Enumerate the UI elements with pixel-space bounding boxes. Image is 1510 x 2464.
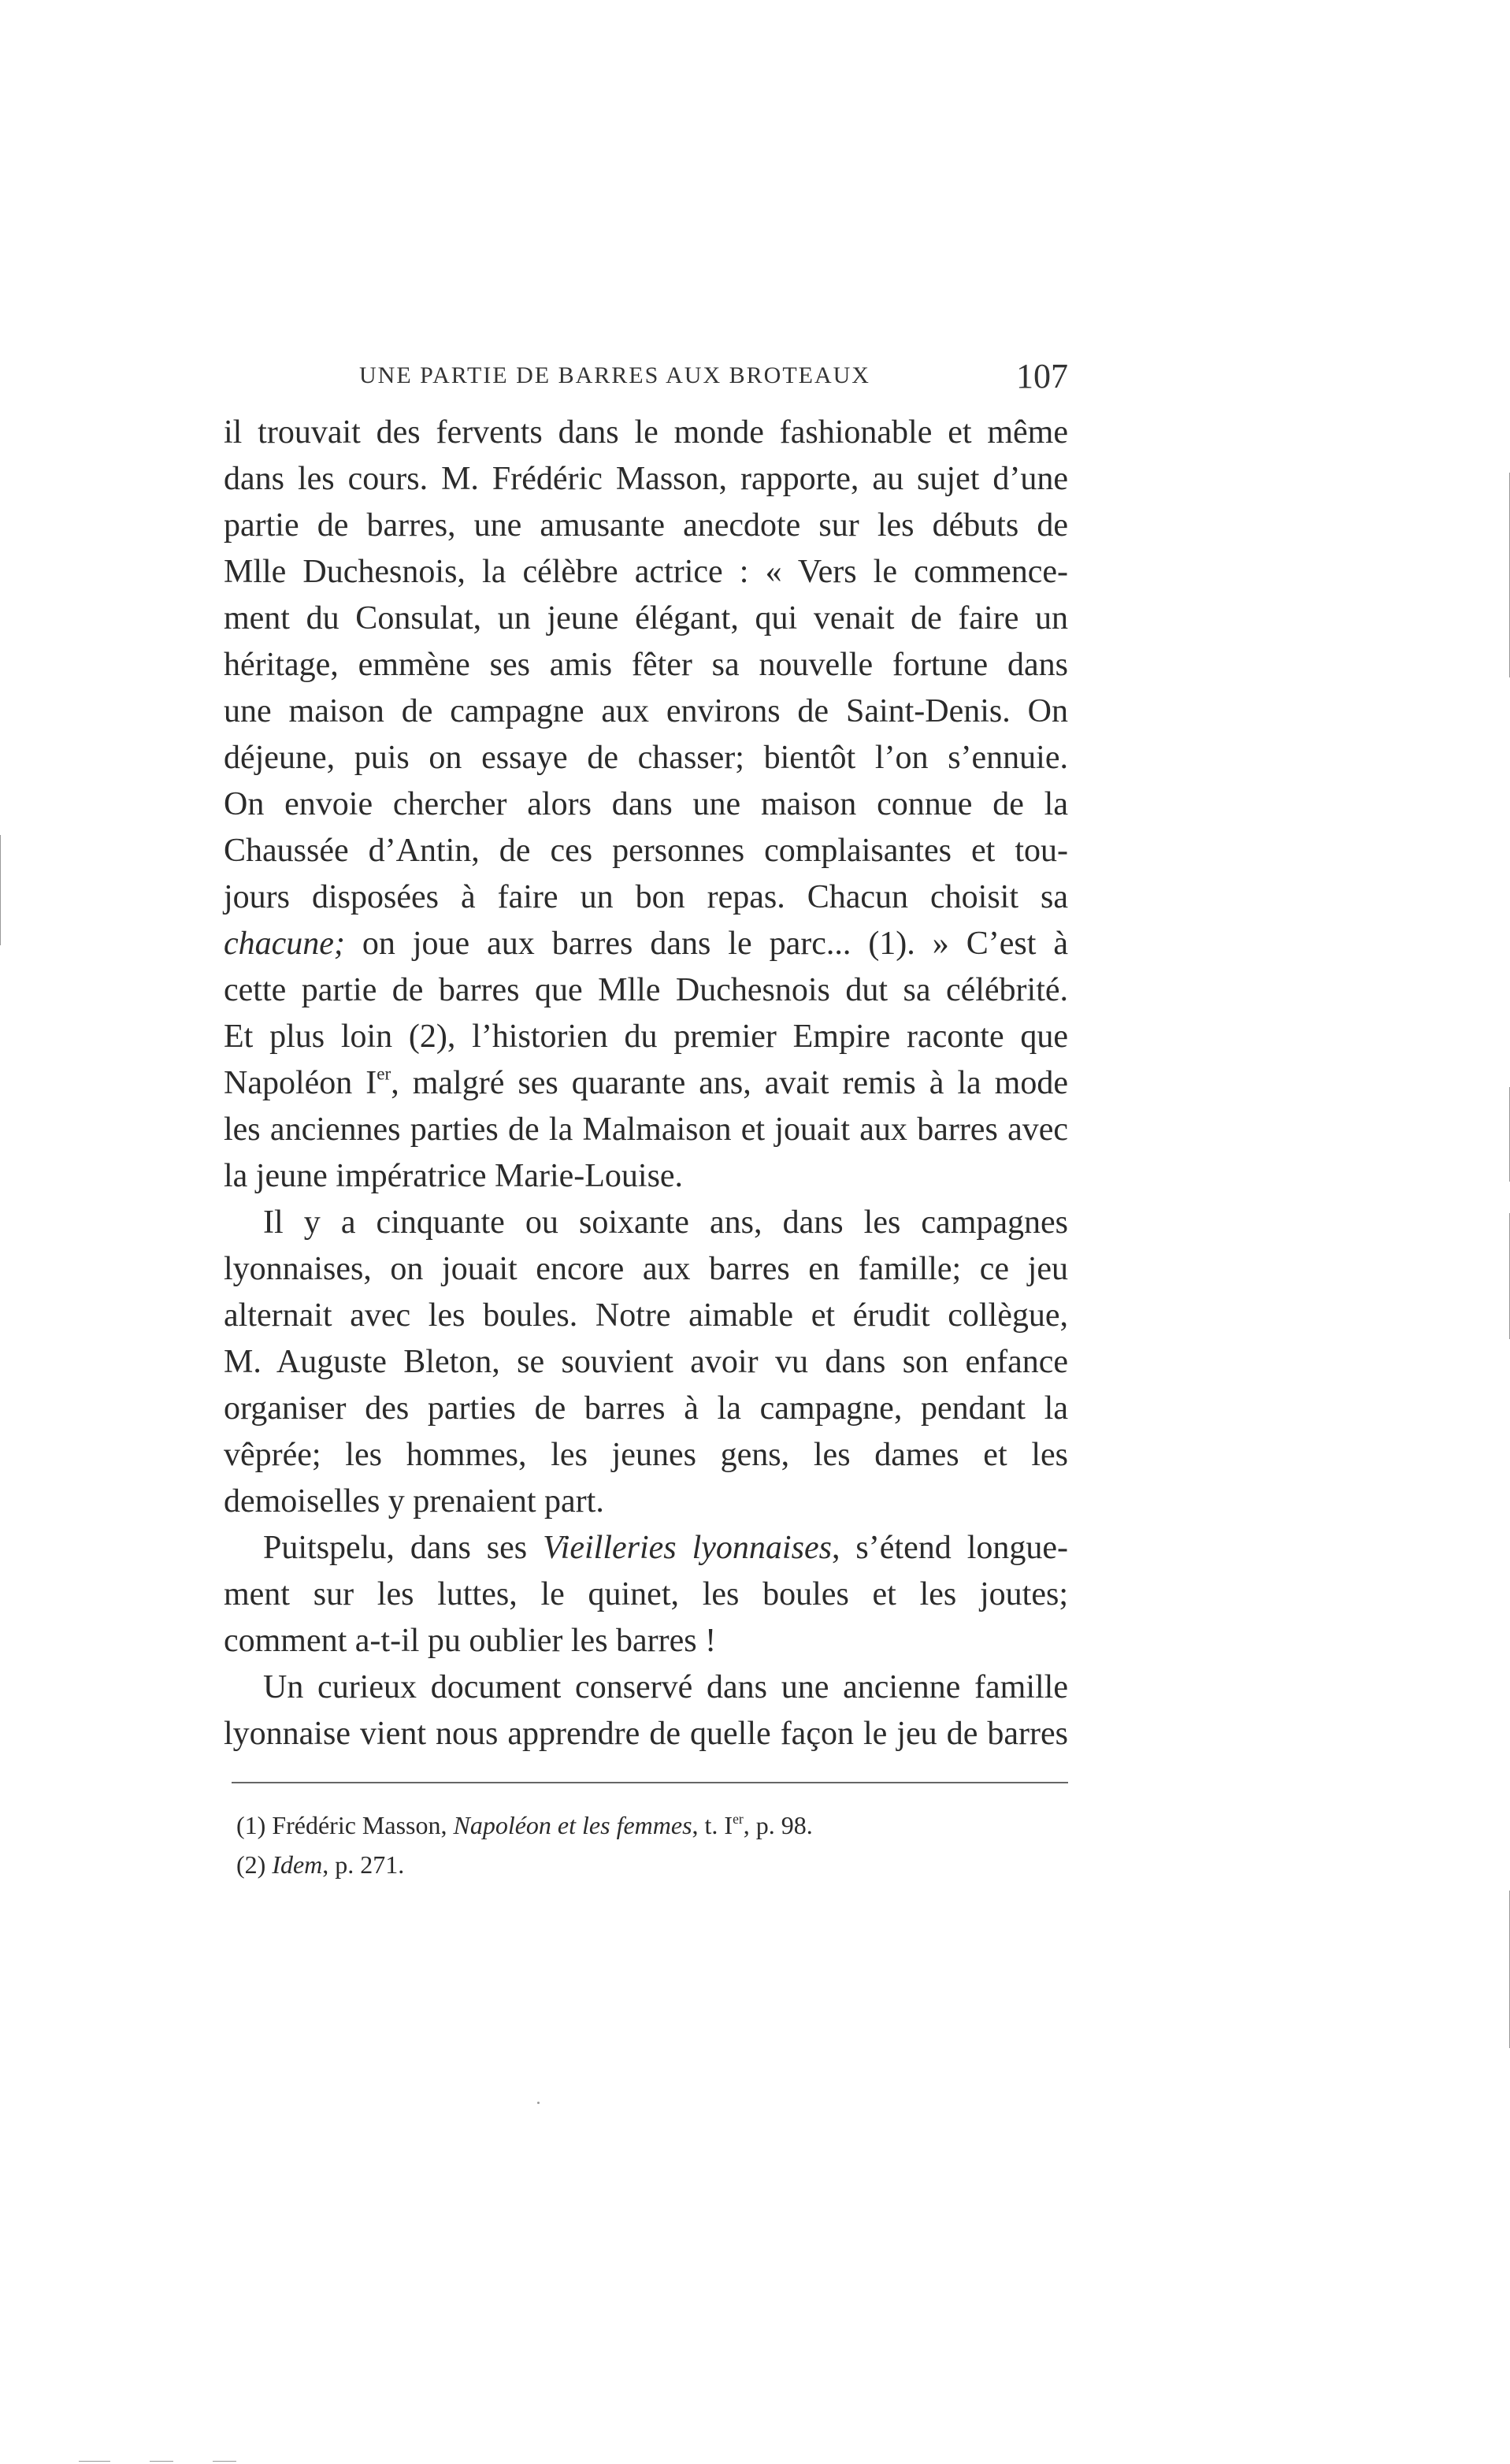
body-text bbox=[224, 410, 1068, 1757]
text-line: les anciennes parties de la Malmaison et jouait aux barres avec bbox=[224, 1111, 1068, 1148]
text-line: Mlle Duchesnois, la célèbre actrice : « Vers le commence- bbox=[224, 554, 1068, 590]
text-line: comment a-t-il pu oublier les barres ! bbox=[224, 1623, 717, 1659]
text-line: dans les cours. M. Frédéric Masson, rapporte, au sujet d’une bbox=[224, 461, 1068, 497]
text-line: chacune; on joue aux barres dans le parc... (1). » C’est à bbox=[224, 926, 1068, 962]
footnote: (1) Frédéric Masson, Napoléon et les femmes, t. Ier, p. 98. bbox=[236, 1810, 813, 1839]
text-line: ment sur les luttes, le quinet, les boules et les joutes; bbox=[224, 1576, 1068, 1612]
text-line: Un curieux document conservé dans une ancienne famille bbox=[263, 1669, 1068, 1705]
text-line: ment du Consulat, un jeune élégant, qui venait de faire un bbox=[224, 600, 1068, 636]
footnotes bbox=[236, 1805, 1068, 1884]
text-line: M. Auguste Bleton, se souvient avoir vu dans son enfance bbox=[224, 1344, 1068, 1380]
text-line: héritage, emmène ses amis fêter sa nouvelle fortune dans bbox=[224, 647, 1068, 683]
text-line: Et plus loin (2), l’historien du premier Empire raconte que bbox=[224, 1019, 1068, 1055]
text-line: partie de barres, une amusante anecdote sur les débuts de bbox=[224, 507, 1068, 544]
text-line: une maison de campagne aux environs de Saint-Denis. On bbox=[224, 693, 1068, 729]
running-title: UNE PARTIE DE BARRES AUX BROTEAUX bbox=[359, 362, 870, 388]
scan-dot bbox=[537, 2102, 540, 2104]
text-line: organiser des parties de barres à la campagne, pendant la bbox=[224, 1390, 1068, 1427]
scan-edge-mark bbox=[79, 2461, 110, 2462]
text-line: Chaussée d’Antin, de ces personnes complaisantes et tou- bbox=[224, 833, 1068, 869]
text-line: la jeune impératrice Marie-Louise. bbox=[224, 1158, 684, 1194]
page-header bbox=[359, 356, 1068, 403]
page-number: 107 bbox=[1016, 357, 1068, 395]
footnote-rule bbox=[232, 1782, 1068, 1783]
scan-edge-mark bbox=[0, 835, 1, 945]
footnote: (2) Idem, p. 271. bbox=[236, 1850, 405, 1879]
text-line: il trouvait des fervents dans le monde fashionable et même bbox=[224, 414, 1068, 451]
text-line: lyonnaise vient nous apprendre de quelle façon le jeu de barres bbox=[224, 1716, 1068, 1752]
text-line: On envoie chercher alors dans une maison connue de la bbox=[224, 786, 1068, 822]
text-line: alternait avec les boules. Notre aimable et érudit collègue, bbox=[224, 1297, 1068, 1334]
text-line: demoiselles y prenaient part. bbox=[224, 1483, 604, 1520]
text-line: cette partie de barres que Mlle Duchesnois dut sa célébrité. bbox=[224, 972, 1068, 1008]
text-line: Il y a cinquante ou soixante ans, dans les campagnes bbox=[263, 1204, 1068, 1241]
text-line: Napoléon Ier, malgré ses quarante ans, avait remis à la mode bbox=[224, 1063, 1068, 1101]
text-line: déjeune, puis on essaye de chasser; bientôt l’on s’ennuie. bbox=[224, 740, 1068, 776]
text-line: Puitspelu, dans ses Vieilleries lyonnaises, s’étend longue- bbox=[263, 1530, 1068, 1566]
scan-edge-mark bbox=[150, 2461, 173, 2462]
text-line: vêprée; les hommes, les jeunes gens, les dames et les bbox=[224, 1437, 1068, 1473]
scan-edge-mark bbox=[213, 2461, 236, 2462]
text-line: jours disposées à faire un bon repas. Chacun choisit sa bbox=[224, 879, 1068, 915]
text-line: lyonnaises, on jouait encore aux barres en famille; ce jeu bbox=[224, 1251, 1068, 1287]
